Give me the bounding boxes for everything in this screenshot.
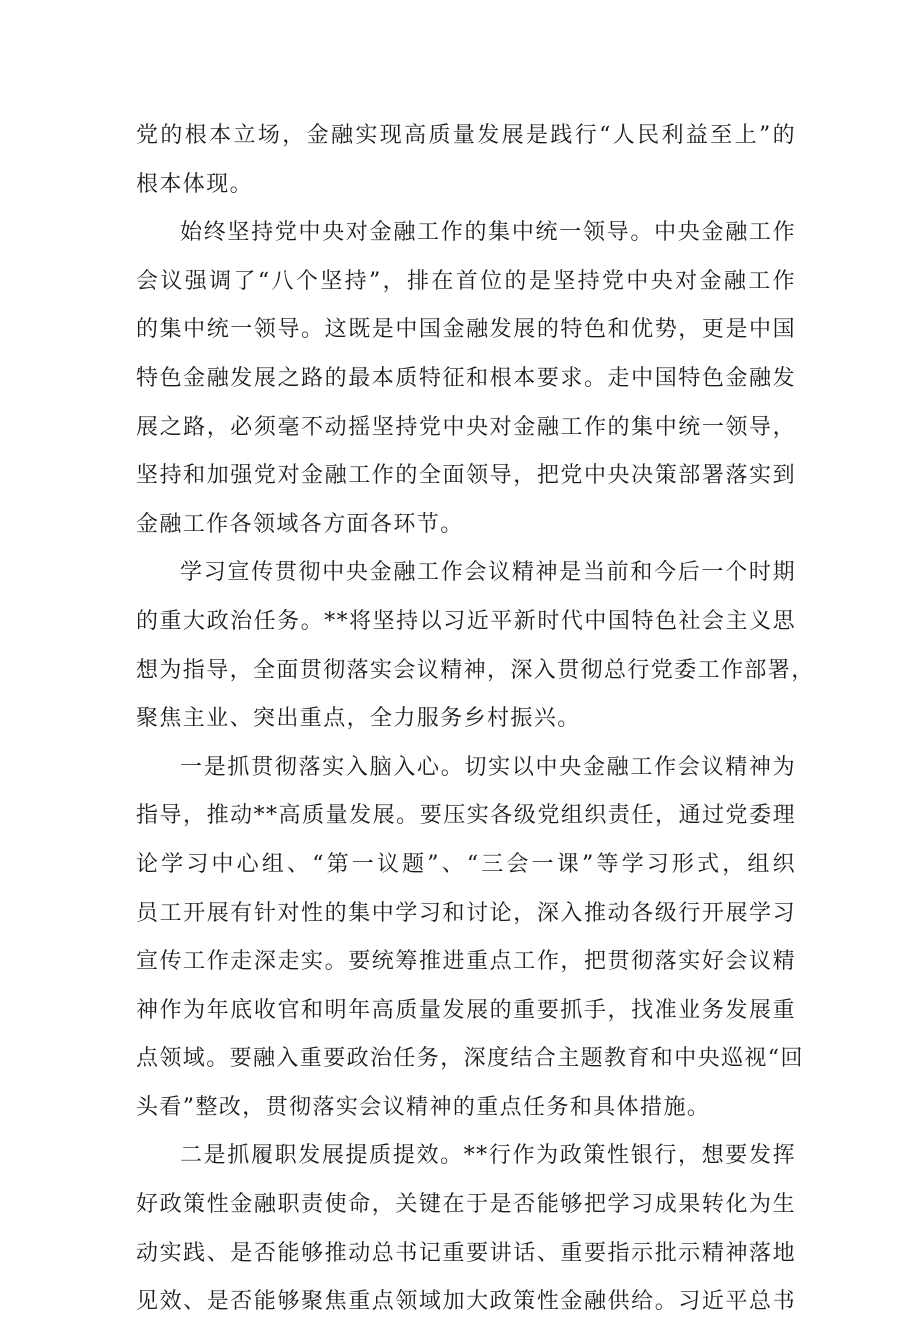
text-line: 见效、是否能够聚焦重点领域加大政策性金融供给。习近平总书 bbox=[136, 1289, 796, 1315]
text-line: 特色金融发展之路的最本质特征和根本要求。走中国特色金融发 bbox=[136, 365, 796, 391]
paragraph-start-line: 一是抓贯彻落实入脑入心。切实以中央金融工作会议精神为 bbox=[180, 754, 796, 780]
paragraph-start-line: 始终坚持党中央对金融工作的集中统一领导。中央金融工作 bbox=[180, 220, 796, 246]
text-line: 员工开展有针对性的集中学习和讨论，深入推动各级行开展学习 bbox=[136, 900, 796, 926]
document-body bbox=[136, 112, 815, 1327]
paragraph-start-line: 二是抓履职发展提质提效。**行作为政策性银行，想要发挥 bbox=[180, 1143, 796, 1169]
text-line: 的集中统一领导。这既是中国金融发展的特色和优势，更是中国 bbox=[136, 317, 796, 343]
text-line: 聚焦主业、突出重点，全力服务乡村振兴。 bbox=[136, 706, 581, 732]
paragraph-start-line: 学习宣传贯彻中央金融工作会议精神是当前和今后一个时期 bbox=[180, 560, 796, 586]
text-line: 展之路，必须毫不动摇坚持党中央对金融工作的集中统一领导， bbox=[136, 414, 796, 440]
text-line: 想为指导，全面贯彻落实会议精神，深入贯彻总行党委工作部署， bbox=[136, 657, 815, 683]
text-line: 宣传工作走深走实。要统筹推进重点工作，把贯彻落实好会议精 bbox=[136, 949, 796, 975]
text-line: 会议强调了“八个坚持”，排在首位的是坚持党中央对金融工作 bbox=[136, 268, 796, 294]
text-line: 党的根本立场，金融实现高质量发展是践行“人民利益至上”的 bbox=[136, 123, 796, 148]
text-line: 坚持和加强党对金融工作的全面领导，把党中央决策部署落实到 bbox=[136, 463, 796, 489]
text-line: 根本体现。 bbox=[136, 171, 254, 197]
text-line: 点领域。要融入重要政治任务，深度结合主题教育和中央巡视“回 bbox=[136, 1046, 804, 1072]
text-line: 指导，推动**高质量发展。要压实各级党组织责任，通过党委理 bbox=[136, 803, 796, 829]
text-line: 动实践、是否能够推动总书记重要讲话、重要指示批示精神落地 bbox=[136, 1240, 796, 1266]
text-line: 好政策性金融职责使命，关键在于是否能够把学习成果转化为生 bbox=[136, 1192, 796, 1218]
text-line: 的重大政治任务。**将坚持以习近平新时代中国特色社会主义思 bbox=[136, 608, 796, 634]
text-line: 神作为年底收官和明年高质量发展的重要抓手，找准业务发展重 bbox=[136, 997, 796, 1023]
text-line: 金融工作各领域各方面各环节。 bbox=[136, 511, 464, 537]
text-line: 论学习中心组、“第一议题”、“三会一课”等学习形式，组织 bbox=[136, 851, 796, 877]
text-line: 头看”整改，贯彻落实会议精神的重点任务和具体措施。 bbox=[136, 1094, 711, 1120]
